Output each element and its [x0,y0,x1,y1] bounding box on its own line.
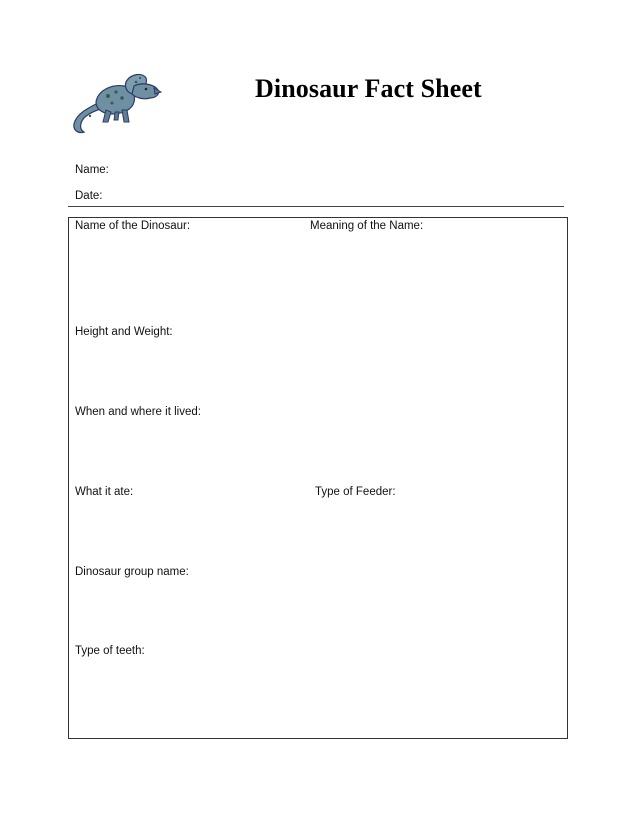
when-where-label: When and where it lived: [75,406,201,418]
diet-label: What it ate: [75,486,134,498]
group-name-label: Dinosaur group name: [75,566,189,578]
dinosaur-illustration [70,72,162,138]
date-label: Date: [75,190,103,202]
page-title: Dinosaur Fact Sheet [255,74,482,103]
feeder-type-label: Type of Feeder: [315,486,396,498]
header-divider [68,206,564,207]
fact-box [68,217,568,739]
dinosaur-name-label: Name of the Dinosaur: [75,220,191,232]
height-weight-label: Height and Weight: [75,326,173,338]
name-meaning-label: Meaning of the Name: [310,220,424,232]
name-label: Name: [75,164,109,176]
teeth-type-label: Type of teeth: [75,645,145,657]
